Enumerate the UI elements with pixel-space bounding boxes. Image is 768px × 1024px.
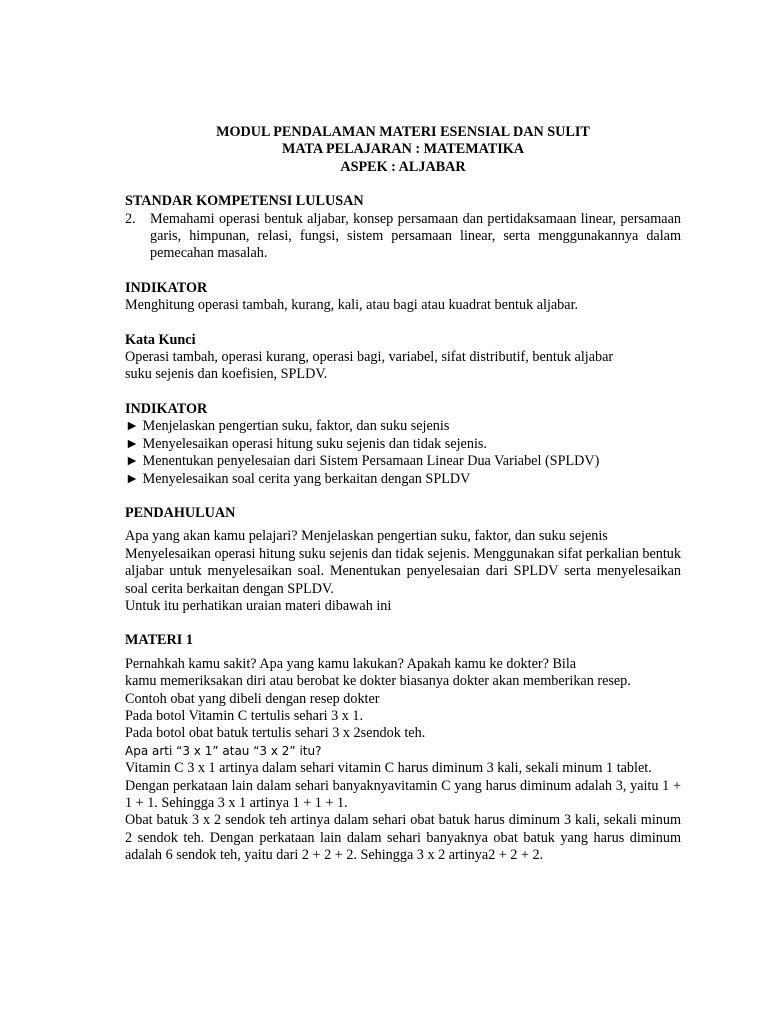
skl-heading: STANDAR KOMPETENSI LULUSAN bbox=[125, 193, 364, 210]
kata-kunci-heading: Kata Kunci bbox=[125, 331, 196, 348]
pendahuluan-paragraph: Menyelesaikan operasi hitung suku sejenis dan tidak sejenis. Menggunakan sifat perkalian bentuk aljabar untuk menyelesaikan soal. Menentukan penyelesaian dari SPLDV serta menyelesaikan soal cerita berkaitan dengan SPLDV. bbox=[125, 545, 681, 597]
materi-1-line: Pada botol Vitamin C tertulis sehari 3 x 1. bbox=[125, 707, 364, 724]
indikator-list-item: ► Menyelesaikan soal cerita yang berkaitan dengan SPLDV bbox=[125, 470, 471, 487]
indikator-list-item: ► Menjelaskan pengertian suku, faktor, dan suku sejenis bbox=[125, 418, 450, 435]
spacer bbox=[125, 615, 681, 632]
indikator-list-heading: INDIKATOR bbox=[125, 400, 208, 417]
document-body bbox=[125, 124, 681, 865]
indikator-list-item: ► Menyelesaikan operasi hitung suku sejenis dan tidak sejenis. bbox=[125, 435, 487, 452]
indikator-heading: INDIKATOR bbox=[125, 279, 208, 296]
spacer bbox=[125, 315, 681, 332]
pendahuluan-line-1: Apa yang akan kamu pelajari? Menjelaskan pengertian suku, faktor, dan suku sejenis bbox=[125, 528, 608, 545]
pendahuluan-line-last: Untuk itu perhatikan uraian materi dibawah ini bbox=[125, 597, 392, 614]
materi-1-paragraph-3: Obat batuk 3 x 2 sendok teh artinya dalam sehari obat batuk harus diminum 3 kali, sekali minum 2 sendok teh. Dengan perkataan lain dalam sehari banyaknya obat batuk yang harus diminum adalah 6 sendok teh, yaitu dari 2 + 2 + 2. Sehingga 3 x 2 artinya2 + 2 + 2. bbox=[125, 812, 681, 864]
indikator-text: Menghitung operasi tambah, kurang, kali, atau bagi atau kuadrat bentuk aljabar. bbox=[125, 297, 579, 314]
title-line-1: MODUL PENDALAMAN MATERI ESENSIAL DAN SULIT bbox=[216, 124, 590, 140]
materi-1-paragraph-1: Vitamin C 3 x 1 artinya dalam sehari vitamin C harus diminum 3 kali, sekali minum 1 tablet. bbox=[125, 760, 652, 777]
materi-1-question: Apa arti “3 x 1” atau “3 x 2” itu? bbox=[125, 743, 322, 758]
skl-item bbox=[125, 211, 681, 263]
materi-1-line: kamu memeriksakan diri atau berobat ke dokter biasanya dokter akan memberikan resep. bbox=[125, 673, 631, 690]
spacer bbox=[125, 176, 681, 193]
indikator-list-item: ► Menentukan penyelesaian dari Sistem Persamaan Linear Dua Variabel (SPLDV) bbox=[125, 453, 600, 470]
kata-kunci-line-1: Operasi tambah, operasi kurang, operasi bagi, variabel, sifat distributif, bentuk aljabar bbox=[125, 349, 614, 366]
title-line-2: MATA PELAJARAN : MATEMATIKA bbox=[281, 141, 525, 158]
materi-1-line: Contoh obat yang dibeli dengan resep dokter bbox=[125, 690, 380, 707]
spacer bbox=[125, 263, 681, 280]
title-line-3: ASPEK : ALJABAR bbox=[340, 158, 466, 175]
materi-1-paragraph-2: Dengan perkataan lain dalam sehari banyaknyavitamin C yang harus diminum adalah 3, yaitu 1 + 1 + 1. Sehingga 3 x 1 artinya 1 + 1 + 1. bbox=[125, 777, 681, 811]
skl-number: 2. bbox=[125, 210, 136, 227]
spacer bbox=[125, 488, 681, 505]
materi-1-line: Pernahkah kamu sakit? Apa yang kamu lakukan? Apakah kamu ke dokter? Bila bbox=[125, 655, 577, 672]
skl-text: Memahami operasi bentuk aljabar, konsep persamaan dan pertidaksamaan linear, persamaan garis, himpunan, relasi, fungsi, sistem persamaan linear, serta menggunakannya dalam pemecahan masalah. bbox=[150, 210, 681, 262]
spacer bbox=[125, 384, 681, 401]
materi-1-line: Pada botol obat batuk tertulis sehari 3 x 2sendok teh. bbox=[125, 725, 426, 742]
kata-kunci-line-2: suku sejenis dan koefisien, SPLDV. bbox=[125, 366, 328, 383]
materi-1-heading: MATERI 1 bbox=[125, 632, 193, 649]
pendahuluan-heading: PENDAHULUAN bbox=[125, 504, 236, 521]
